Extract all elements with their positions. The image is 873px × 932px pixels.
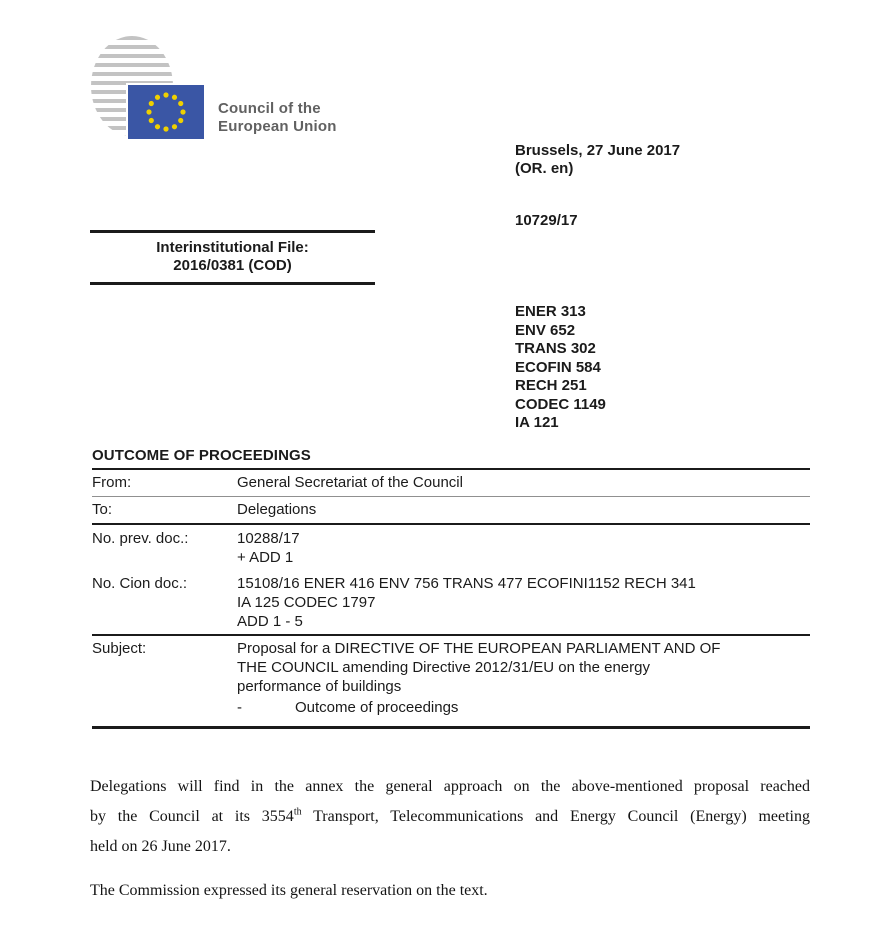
place-date xyxy=(515,142,680,178)
row-value xyxy=(237,529,810,567)
document-codes xyxy=(515,303,606,433)
value-line: 15108/16 ENER 416 ENV 756 TRANS 477 ECOFINI1152 RECH 341 xyxy=(237,575,696,592)
value-line: performance of buildings xyxy=(237,678,402,695)
divider xyxy=(92,726,810,729)
place-date-line: Brussels, 27 June 2017 xyxy=(515,142,681,159)
paragraph-line xyxy=(90,802,810,832)
body-text xyxy=(90,772,810,906)
outcome-of-proceedings-section xyxy=(92,447,810,729)
value-line: IA 125 CODEC 1797 xyxy=(237,594,376,611)
code-item: ENV 652 xyxy=(515,321,576,339)
superscript: th xyxy=(293,806,302,818)
org-name-line1: Council of the xyxy=(218,100,321,117)
value-line: THE COUNCIL amending Directive 2012/31/EU on the energy xyxy=(237,659,650,676)
subject-sub-item xyxy=(237,698,810,717)
row-value: Delegations xyxy=(237,501,317,518)
paragraph-line: Delegations will find in the annex the general approach on the above-mentioned proposal reached xyxy=(90,778,810,795)
row-label: To: xyxy=(92,501,113,518)
code-item: RECH 251 xyxy=(515,377,587,394)
interinstitutional-file xyxy=(90,230,375,285)
table-row-to xyxy=(92,497,810,523)
row-value xyxy=(237,639,810,717)
eu-flag-stars-icon xyxy=(128,85,204,139)
row-label: From: xyxy=(92,474,132,491)
code-item: CODEC 1149 xyxy=(515,395,606,413)
language-note: (OR. en) xyxy=(515,160,574,177)
paragraph-line: held on 26 June 2017. xyxy=(90,838,231,855)
table-row-cion-doc xyxy=(92,570,810,634)
eu-flag-icon xyxy=(128,85,204,139)
paragraph-segment: Transport, Telecommunications and Energy Council (Energy) meeting xyxy=(301,808,811,825)
sub-item-dash: - xyxy=(237,699,242,716)
row-label: Subject: xyxy=(92,640,147,657)
table-row-from xyxy=(92,470,810,496)
code-item: ECOFIN 584 xyxy=(515,358,601,376)
code-item: TRANS 302 xyxy=(515,340,596,357)
section-title: OUTCOME OF PROCEEDINGS xyxy=(92,447,311,464)
paragraph: The Commission expressed its general reservation on the text. xyxy=(90,882,488,899)
value-line: 10288/17 xyxy=(237,530,300,547)
value-line: Proposal for a DIRECTIVE OF THE EUROPEAN PARLIAMENT AND OF xyxy=(237,640,721,657)
row-value xyxy=(237,574,810,631)
paragraph-segment: by the Council at its 3554 xyxy=(90,808,294,825)
org-name-line2: European Union xyxy=(218,118,337,135)
value-line: ADD 1 - 5 xyxy=(237,613,303,630)
code-item: IA 121 xyxy=(515,414,559,431)
table-row-prev-doc xyxy=(92,525,810,570)
table-row-subject xyxy=(92,636,810,726)
interinstitutional-file-label: Interinstitutional File: xyxy=(156,239,309,256)
row-label: No. prev. doc.: xyxy=(92,530,189,547)
row-label: No. Cion doc.: xyxy=(92,575,188,592)
document-number: 10729/17 xyxy=(515,212,578,229)
code-item: ENER 313 xyxy=(515,303,586,320)
interinstitutional-file-number: 2016/0381 (COD) xyxy=(173,257,292,274)
value-line: + ADD 1 xyxy=(237,549,294,566)
sub-item-text: Outcome of proceedings xyxy=(295,699,459,716)
row-value: General Secretariat of the Council xyxy=(237,474,463,491)
org-name xyxy=(218,100,337,136)
